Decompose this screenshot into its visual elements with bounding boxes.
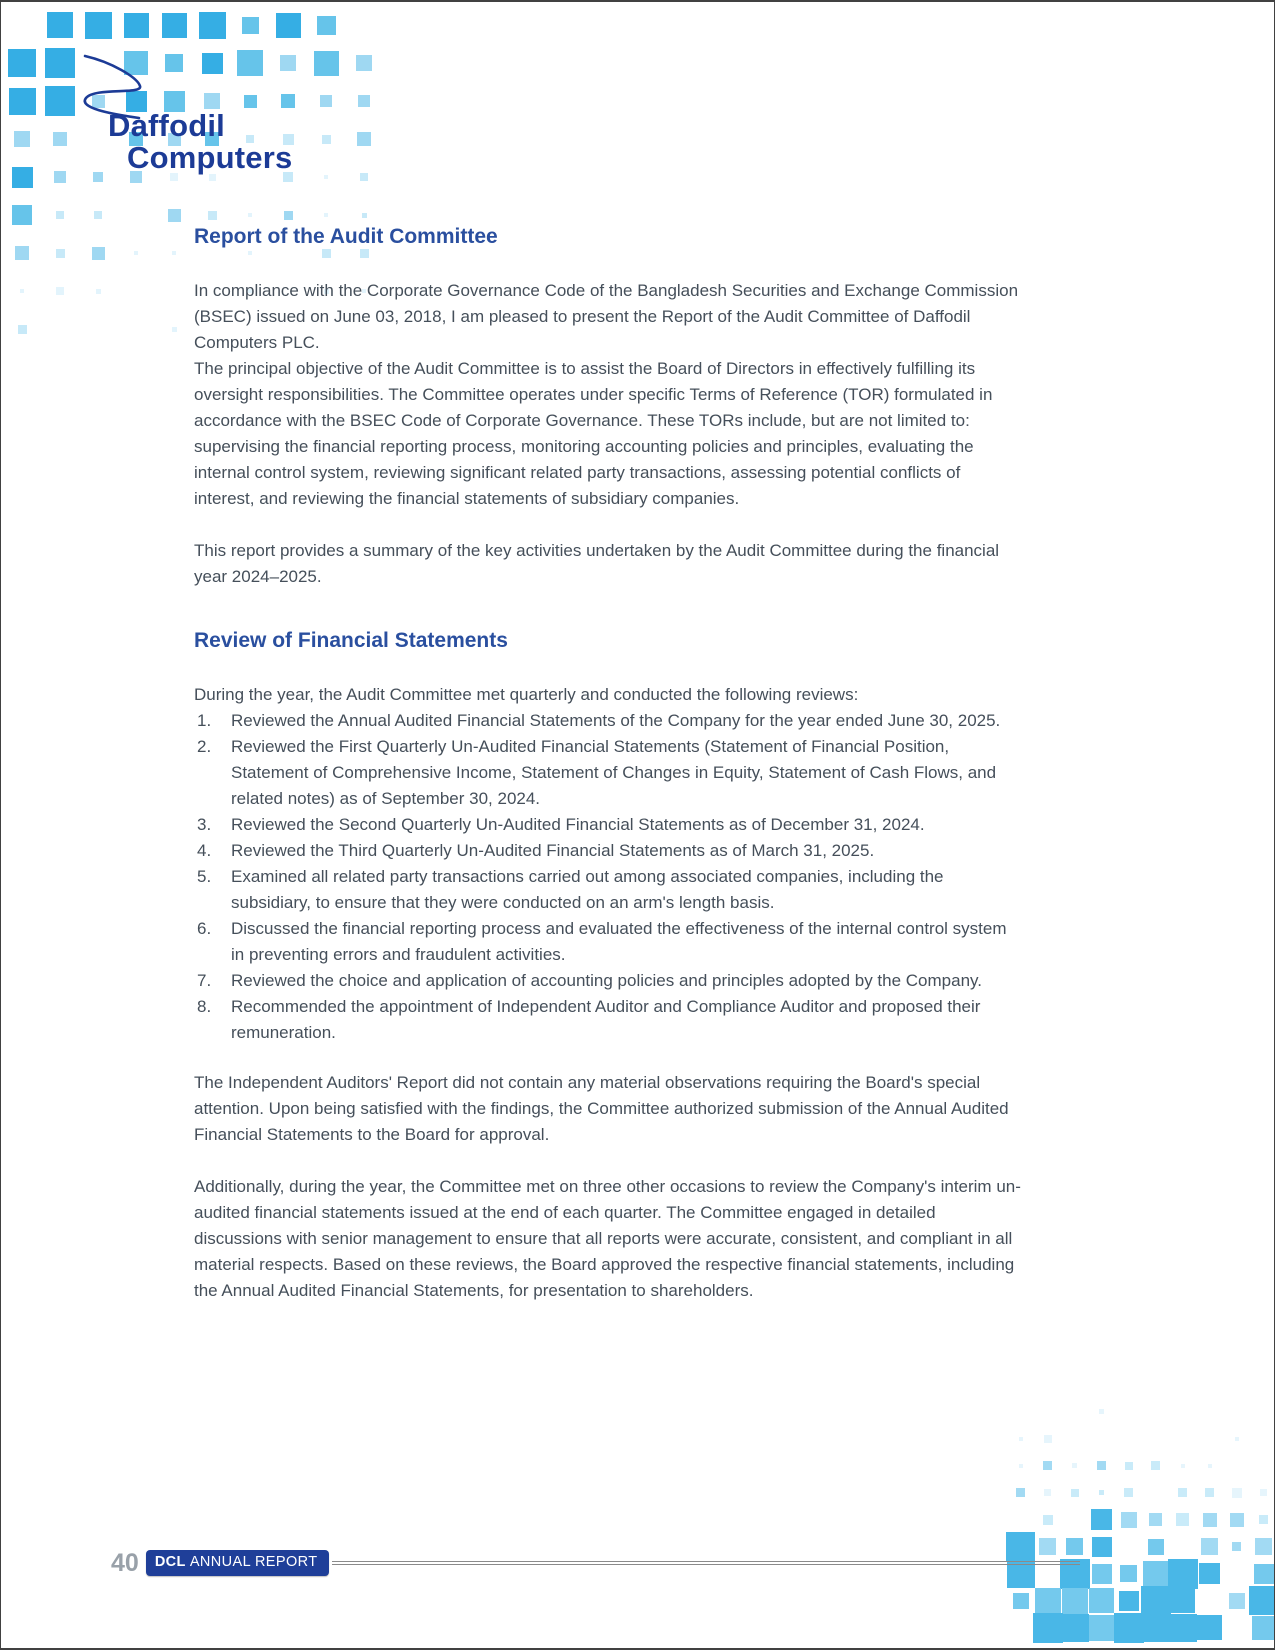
paragraph-compliance: In compliance with the Corporate Governance Code of the Bangladesh Securities and Exchange Commission (BSEC) issued on June 03, 2018, I am pleased to present the Report of the Audit Committee of Daffodil Computers PLC. xyxy=(194,281,1019,352)
list-item xyxy=(194,708,1023,734)
review-list xyxy=(194,708,1023,1046)
list-item-text: Reviewed the Second Quarterly Un-Audited Financial Statements as of December 31, 2024. xyxy=(231,815,925,834)
list-item-number: 2. xyxy=(197,737,212,756)
list-item-number: 1. xyxy=(197,711,212,730)
paragraph-objective: The principal objective of the Audit Committee is to assist the Board of Directors in effectively fulfilling its oversight responsibilities. The Committee operates under specific Terms of Reference (TOR) formulated in accordance with the BSEC Code of Corporate Governance. These TORs include, but are not limited to: supervising the financial reporting process, monitoring accounting policies and principles, evaluating the internal control system, reviewing significant related party transactions, assessing potential conflicts of interest, and reviewing the financial statements of subsidiary companies. xyxy=(194,359,993,508)
list-item-number: 5. xyxy=(197,867,212,886)
paragraph-summary: This report provides a summary of the key activities undertaken by the Audit Committee during the financial year 2024–2025. xyxy=(194,541,1000,586)
list-item-text: Recommended the appointment of Independent Auditor and Compliance Auditor and proposed their remuneration. xyxy=(231,997,981,1042)
page-number: 40 xyxy=(111,1549,139,1577)
logo-text-line1: Daffodil xyxy=(108,108,225,143)
report-content xyxy=(194,223,1023,1330)
list-item xyxy=(194,864,1023,916)
badge-bold-text: DCL xyxy=(154,1554,186,1570)
list-item-number: 8. xyxy=(197,997,212,1016)
list-item-text: Examined all related party transactions carried out among associated companies, including the subsidiary, to ensure that they were conducted on an arm's length basis. xyxy=(231,867,944,912)
list-item xyxy=(194,994,1023,1046)
list-item xyxy=(194,968,1023,994)
list-item xyxy=(194,916,1023,968)
heading-audit-committee: Report of the Audit Committee xyxy=(194,225,498,248)
list-item-number: 3. xyxy=(197,815,212,834)
list-item-text: Reviewed the Annual Audited Financial Statements of the Company for the year ended June 30, 2025. xyxy=(231,711,1001,730)
list-item-text: Discussed the financial reporting process and evaluated the effectiveness of the internal control system in preventing errors and fraudulent activities. xyxy=(231,919,1007,964)
heading-review-financial-statements: Review of Financial Statements xyxy=(194,629,508,652)
page-footer xyxy=(111,1549,1171,1577)
logo-text-line2: Computers xyxy=(127,140,293,175)
list-item-number: 6. xyxy=(197,919,212,938)
list-item xyxy=(194,734,1023,812)
list-item xyxy=(194,812,1023,838)
paragraph-auditors-report: The Independent Auditors' Report did not contain any material observations requiring the Board's special attention. Upon being satisfied with the findings, the Committee authorized submission of the Annual Audited Financial Statements to the Board for approval. xyxy=(194,1073,1009,1144)
footer-double-line xyxy=(332,1561,1080,1565)
annual-report-badge xyxy=(146,1550,329,1576)
list-item-text: Reviewed the Third Quarterly Un-Audited Financial Statements as of March 31, 2025. xyxy=(231,841,875,860)
list-item-text: Reviewed the First Quarterly Un-Audited Financial Statements (Statement of Financial Position, Statement of Comprehensive Income, Statement of Changes in Equity, Statement of Cash Flows, and related notes) as of September 30, 2024. xyxy=(231,737,997,808)
paragraph-reviews-intro: During the year, the Audit Committee met quarterly and conducted the following reviews: xyxy=(194,685,859,704)
list-item-number: 4. xyxy=(197,841,212,860)
list-item-text: Reviewed the choice and application of accounting policies and principles adopted by the Company. xyxy=(231,971,982,990)
list-item-number: 7. xyxy=(197,971,212,990)
list-item xyxy=(194,838,1023,864)
badge-regular-text: ANNUAL REPORT xyxy=(189,1554,318,1570)
paragraph-additional-meetings: Additionally, during the year, the Committee met on three other occasions to review the Company's interim un-audited financial statements issued at the end of each quarter. The Committee engaged in detailed discussions with senior management to ensure that all reports were accurate, consistent, and compliant in all material respects. Based on these reviews, the Board approved the respective financial statements, including the Annual Audited Financial Statements, for presentation to shareholders. xyxy=(194,1177,1021,1300)
